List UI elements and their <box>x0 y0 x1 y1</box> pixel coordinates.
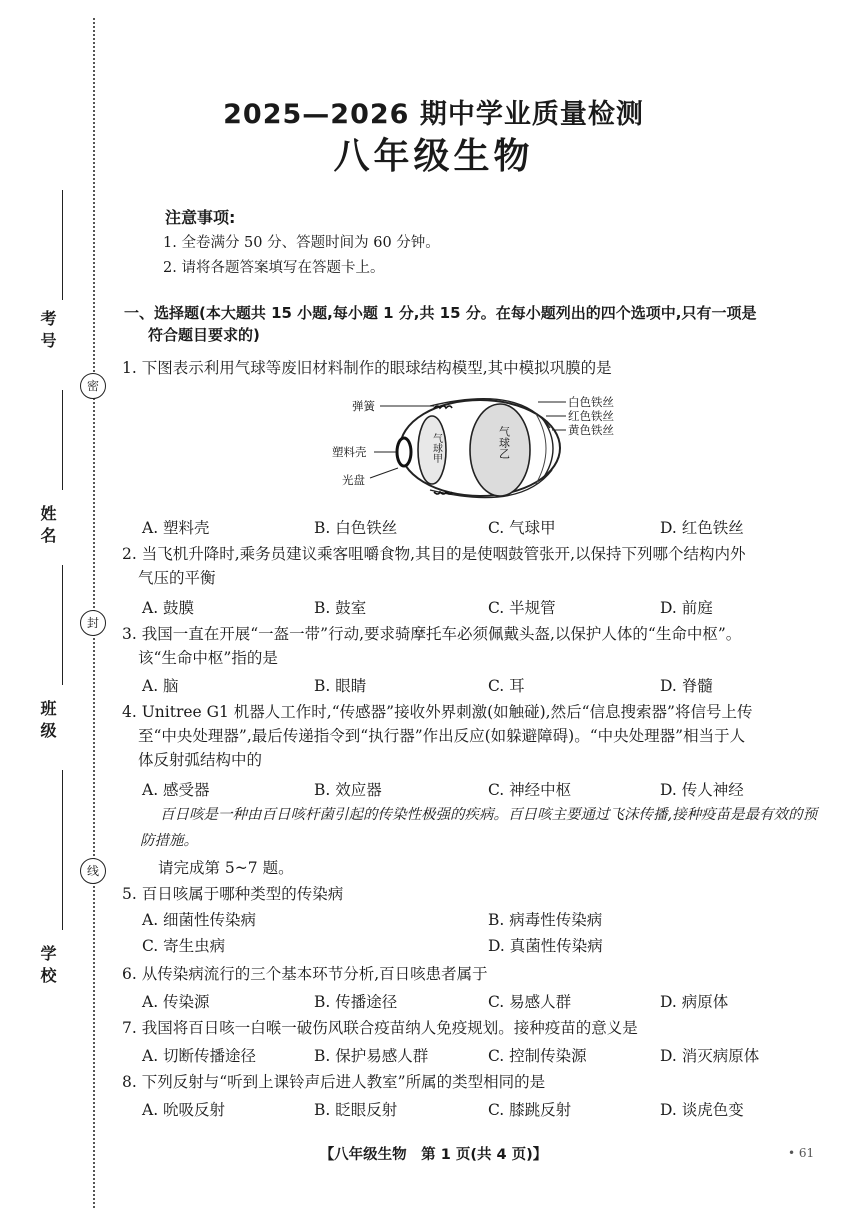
question-6-stem: 6. 从传染病流行的三个基本环节分析,百日咳患者属于 <box>122 965 488 983</box>
section-heading-line1: 一、选择题(本大题共 15 小题,每小题 1 分,共 15 分。在每小题列出的四个选项中,只有一项是 <box>124 304 757 322</box>
page-footer: 【八年级生物 第 1 页(共 4 页)】 <box>319 1147 548 1163</box>
question-1-stem: 1. 下图表示利用气球等废旧材料制作的眼球结构模型,其中模拟巩膜的是 <box>122 359 612 377</box>
question-3 <box>122 622 834 670</box>
q2-option-b[interactable]: B. 鼓室 <box>314 599 367 617</box>
school-blank <box>62 770 63 930</box>
question-2-stem: 2. 当飞机升降时,乘务员建议乘客咀嚼食物,其目的是使咽鼓管张开,以保持下列哪个结构内外 <box>122 545 746 563</box>
q4-option-c[interactable]: C. 神经中枢 <box>488 781 572 799</box>
question-1 <box>122 356 834 380</box>
question-6-options <box>142 990 822 1014</box>
question-8-stem: 8. 下列反射与“听到上课铃声后进人教室”所属的类型相同的是 <box>122 1073 546 1091</box>
question-4 <box>122 700 834 772</box>
q3-option-b[interactable]: B. 眼睛 <box>314 677 367 695</box>
q1-option-b[interactable]: B. 白色铁丝 <box>314 519 398 537</box>
q2-option-d[interactable]: D. 前庭 <box>660 599 713 617</box>
q4-option-a[interactable]: A. 感受器 <box>142 781 210 799</box>
q7-option-b[interactable]: B. 保护易感人群 <box>314 1047 429 1065</box>
inner-wire-shape <box>536 414 546 484</box>
question-7-options <box>142 1044 822 1068</box>
question-3-stem: 3. 我国一直在开展“一盔一带”行动,要求骑摩托车必须佩戴头盔,以保护人体的“生命中枢”。 <box>122 625 742 643</box>
label-exam-number: 考号 <box>38 310 57 354</box>
q4-option-d[interactable]: D. 传人神经 <box>660 781 744 799</box>
question-5-stem: 5. 百日咳属于哪种类型的传染病 <box>122 885 344 903</box>
question-2 <box>122 542 834 590</box>
q2-option-a[interactable]: A. 鼓膜 <box>142 599 195 617</box>
seal-mark-mi: 密 <box>80 373 106 399</box>
label-white-wire: 白色铁丝 <box>568 395 614 409</box>
corner-mark: • 61 <box>788 1146 815 1160</box>
question-5-options-row1 <box>142 908 822 932</box>
section-heading-line2: 符合题目要求的) <box>148 326 260 344</box>
label-spring: 弹簧 <box>352 399 375 413</box>
question-7-stem: 7. 我国将百日咳一白喉一破伤风联合疫苗纳人免疫规划。接种疫苗的意义是 <box>122 1019 638 1037</box>
label-yellow-wire: 黄色铁丝 <box>568 423 614 437</box>
q8-option-d[interactable]: D. 谈虎色变 <box>660 1101 744 1119</box>
label-school: 学校 <box>38 945 57 989</box>
q1-option-d[interactable]: D. 红色铁丝 <box>660 519 744 537</box>
q1-option-c[interactable]: C. 气球甲 <box>488 519 556 537</box>
exam-title: 2025—2026 期中学业质量检测 <box>223 99 644 130</box>
seal-mark-xian: 线 <box>80 858 106 884</box>
section-heading <box>124 302 836 346</box>
notice-item-2: 2. 请将各题答案填写在答题卡上。 <box>163 260 385 276</box>
q6-option-b[interactable]: B. 传播途径 <box>314 993 398 1011</box>
notice-heading: 注意事项: <box>165 208 236 227</box>
q3-option-c[interactable]: C. 耳 <box>488 677 525 695</box>
q3-option-d[interactable]: D. 脊髓 <box>660 677 713 695</box>
question-4-options <box>142 778 822 802</box>
label-class: 班级 <box>38 700 57 744</box>
q7-option-c[interactable]: C. 控制传染源 <box>488 1047 587 1065</box>
label-name: 姓名 <box>38 505 57 549</box>
disc-shape <box>397 438 411 466</box>
seal-mark-feng: 封 <box>80 610 106 636</box>
exam-subject-title: 八年级生物 <box>333 136 534 177</box>
question-7 <box>122 1016 834 1040</box>
passage-prompt: 请完成第 5~7 题。 <box>158 859 294 877</box>
label-plastic-shell: 塑料壳 <box>332 445 367 459</box>
question-2-stem-cont: 气压的平衡 <box>138 569 216 587</box>
question-8 <box>122 1070 834 1094</box>
q3-option-a[interactable]: A. 脑 <box>142 677 179 695</box>
q7-option-a[interactable]: A. 切断传播途径 <box>142 1047 257 1065</box>
question-3-stem-cont: 该“生命中枢”指的是 <box>138 649 278 667</box>
name-blank <box>62 390 63 490</box>
q8-option-a[interactable]: A. 吮吸反射 <box>142 1101 226 1119</box>
q5-option-b[interactable]: B. 病毒性传染病 <box>488 911 603 929</box>
q8-option-c[interactable]: C. 膝跳反射 <box>488 1101 572 1119</box>
q6-option-c[interactable]: C. 易感人群 <box>488 993 572 1011</box>
q8-option-b[interactable]: B. 眨眼反射 <box>314 1101 398 1119</box>
q7-option-d[interactable]: D. 消灭病原体 <box>660 1047 760 1065</box>
q6-option-a[interactable]: A. 传染源 <box>142 993 210 1011</box>
question-8-options <box>142 1098 822 1122</box>
balloon-a-label: 气球甲 <box>430 433 442 463</box>
q6-option-d[interactable]: D. 病原体 <box>660 993 729 1011</box>
q5-option-a[interactable]: A. 细菌性传染病 <box>142 911 257 929</box>
question-4-stem: 4. Unitree G1 机器人工作时,“传感器”接收外界刺激(如触碰),然后“信息搜索器”将信号上传 <box>122 703 753 721</box>
reading-passage: 百日咳是一种由百日咳杆菌引起的传染性极强的疾病。百日咳主要通过飞沫传播,接种疫苗是最有效的预防措施。 <box>140 807 818 849</box>
label-disc: 光盘 <box>342 473 365 487</box>
question-3-options <box>142 674 822 698</box>
question-2-options <box>142 596 822 620</box>
question-1-options <box>142 516 822 540</box>
q5-option-d[interactable]: D. 真菌性传染病 <box>488 937 603 955</box>
eye-model-diagram <box>330 388 630 510</box>
class-blank <box>62 565 63 685</box>
question-5 <box>122 882 834 906</box>
q2-option-c[interactable]: C. 半规管 <box>488 599 556 617</box>
exam-number-blank <box>62 190 63 300</box>
q1-option-a[interactable]: A. 塑料壳 <box>142 519 210 537</box>
q5-option-c[interactable]: C. 寄生虫病 <box>142 937 226 955</box>
notice-item-1: 1. 全卷满分 50 分、答题时间为 60 分钟。 <box>163 235 440 251</box>
label-red-wire: 红色铁丝 <box>568 409 614 423</box>
question-6 <box>122 962 834 986</box>
question-5-options-row2 <box>142 934 822 958</box>
balloon-b-label: 气球乙 <box>497 426 511 459</box>
q4-option-b[interactable]: B. 效应器 <box>314 781 382 799</box>
question-4-stem-cont: 至“中央处理器”,最后传递指令到“执行器”作出反应(如躲避障碍)。“中央处理器”相当于人 体反射弧结构中的 <box>138 727 746 769</box>
